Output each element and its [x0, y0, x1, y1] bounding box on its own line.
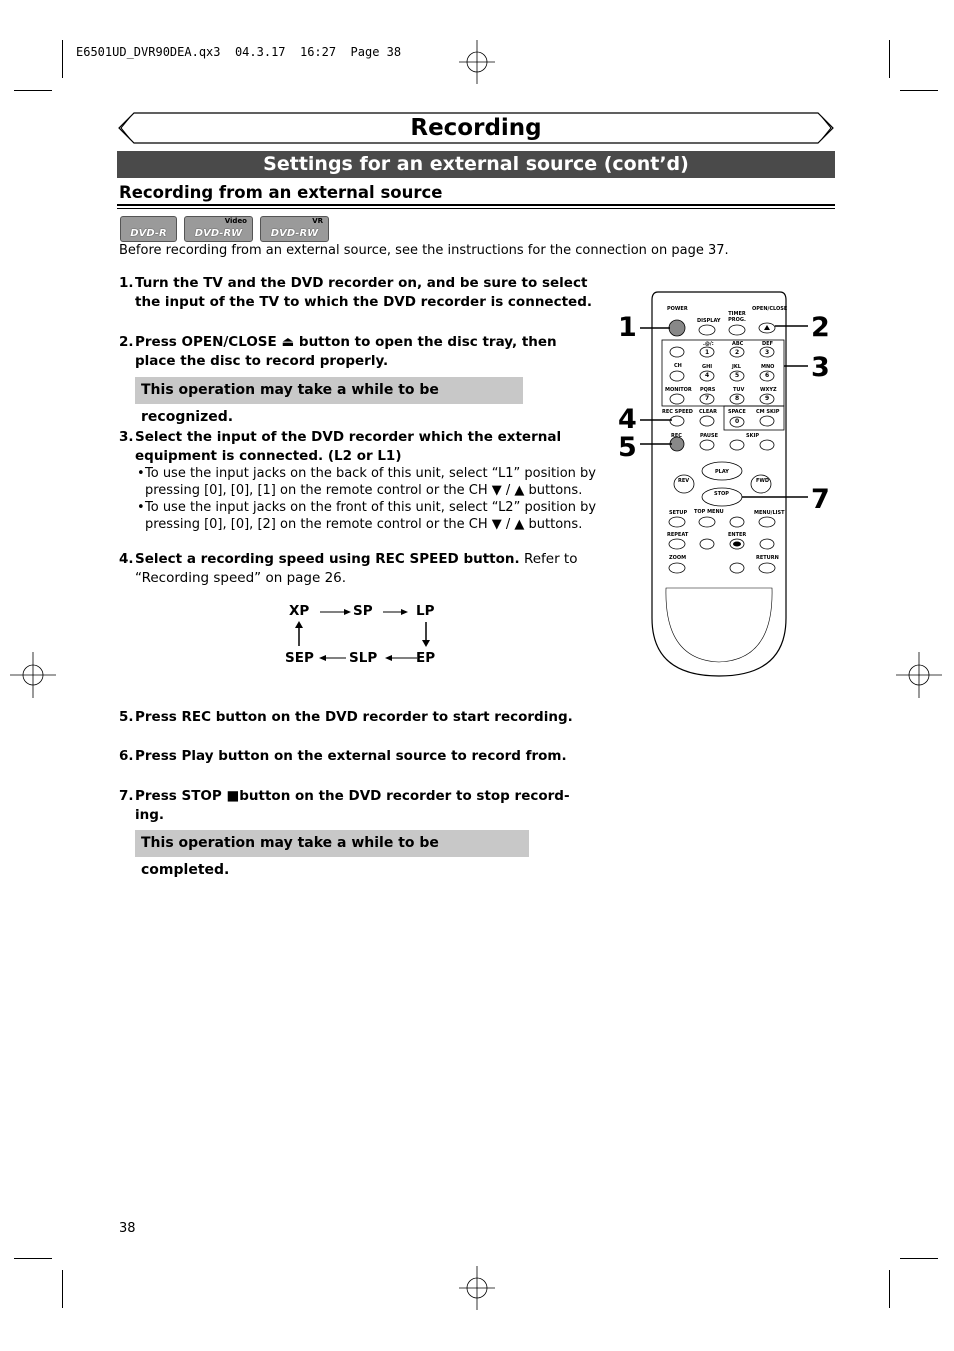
remote-label-clear: CLEAR	[699, 409, 717, 415]
remote-key-9: 9	[765, 395, 770, 402]
remote-label-pause: PAUSE	[700, 433, 718, 439]
step-7: 7. Press STOP ■button on the DVD recorder to stop record-ing.	[119, 788, 570, 823]
dvd-rw-vr-logo: VR DVD-RW	[260, 216, 329, 242]
section-banner: Settings for an external source (cont’d)	[117, 151, 835, 178]
remote-key-2: 2	[735, 349, 740, 356]
step-4: 4. Select a recording speed using REC SPEED button. Refer to “Recording speed” on page 26.	[119, 551, 578, 586]
remote-label-repeat: REPEAT	[667, 532, 689, 538]
remote-key-4: 4	[705, 372, 710, 379]
speed-ep: EP	[416, 650, 436, 666]
step-4-text: Select a recording speed using REC SPEED button.	[135, 551, 520, 567]
remote-label-fwd: FWD	[756, 478, 770, 484]
speed-flow-arrows	[280, 600, 450, 670]
remote-key-7: 7	[705, 395, 710, 402]
remote-label-cm-skip: CM SKIP	[756, 409, 780, 415]
remote-key-1: 1	[705, 349, 710, 356]
page-title: Recording	[410, 115, 542, 141]
remote-key-8: 8	[735, 395, 740, 402]
crop-mark	[889, 1270, 890, 1308]
title-banner	[118, 112, 834, 144]
remote-label-display: DISPLAY	[697, 318, 721, 324]
remote-label-monitor: MONITOR	[665, 387, 692, 393]
remote-label-menu-list: MENU/LIST	[754, 510, 785, 516]
crop-mark	[62, 1270, 63, 1308]
step-3: 3. Select the input of the DVD recorder which the external equipment is connected. (L2 or L1)	[119, 429, 562, 464]
remote-label-rev: REV	[678, 478, 690, 484]
remote-label-open-close: OPEN/CLOSE	[752, 306, 788, 312]
speed-lp: LP	[416, 603, 435, 619]
callout-4: 4	[618, 404, 637, 435]
remote-label-k1: .@/:	[703, 341, 714, 347]
remote-label-skip: SKIP	[746, 433, 760, 439]
step-1: 1. Turn the TV and the DVD recorder on, and be sure to select the input of the TV to which the DVD recorder is connected.	[119, 275, 592, 310]
intro-text: Before recording from an external source, see the instructions for the connection on page 37.	[119, 243, 729, 258]
remote-label-k5: JKL	[732, 364, 741, 370]
step-4-reference: Refer to “Recording speed” on page 26.	[135, 551, 578, 586]
bullet-l2: • To use the input jacks on the front of this unit, select “L2” position by pressing [0], [0], [2] on the remote control or the CH ▼ / ▲ buttons.	[137, 500, 597, 532]
remote-label-return: RETURN	[756, 555, 779, 561]
callout-lines	[630, 310, 820, 510]
remote-label-k6: MNO	[761, 364, 775, 370]
speed-xp: XP	[289, 603, 310, 619]
remote-label-stop: STOP	[714, 491, 729, 497]
remote-label-k2: ABC	[732, 341, 744, 347]
registration-mark-bottom	[455, 1266, 499, 1310]
remote-label-k9: WXYZ	[760, 387, 777, 393]
step-5: 5. Press REC button on the DVD recorder to start recording.	[119, 709, 573, 725]
crop-mark	[889, 40, 890, 78]
remote-key-6: 6	[765, 372, 770, 379]
registration-mark-right	[896, 652, 942, 698]
callout-2: 2	[811, 312, 830, 343]
remote-label-power: POWER	[667, 306, 688, 312]
note-completed: This operation may take a while to be completed.	[135, 830, 529, 857]
crop-mark	[14, 1258, 52, 1259]
crop-mark	[62, 40, 63, 78]
registration-mark-top	[455, 40, 499, 84]
bullet-l1: • To use the input jacks on the back of this unit, select “L1” position by pressing [0], [0], [1] on the remote control or the CH ▼ / ▲ buttons.	[137, 466, 596, 498]
divider	[117, 208, 835, 209]
registration-mark-left	[10, 652, 56, 698]
remote-key-5: 5	[735, 372, 740, 379]
speed-slp: SLP	[349, 650, 378, 666]
remote-key-3: 3	[765, 349, 770, 356]
note-recognized: This operation may take a while to be recognized.	[135, 377, 523, 404]
remote-label-k3: DEF	[762, 341, 773, 347]
remote-label-top-menu: TOP MENU	[694, 509, 724, 515]
divider	[117, 204, 835, 206]
remote-label-rec-speed: REC SPEED	[662, 409, 693, 415]
step-6: 6. Press Play button on the external source to record from.	[119, 748, 567, 764]
crop-mark	[900, 90, 938, 91]
callout-1: 1	[618, 312, 637, 343]
speed-sp: SP	[353, 603, 373, 619]
remote-label-timer: TIMER PROG.	[728, 311, 746, 323]
remote-label-enter: ENTER	[728, 532, 747, 538]
remote-label-k7: PQRS	[700, 387, 716, 393]
speed-sep: SEP	[285, 650, 314, 666]
crop-mark	[900, 1258, 938, 1259]
crop-mark	[14, 90, 52, 91]
dvd-r-logo: DVD-R	[120, 216, 177, 242]
remote-label-k8: TUV	[733, 387, 745, 393]
print-header: E6501UD_DVR90DEA.qx3 04.3.17 16:27 Page 38	[76, 45, 402, 59]
remote-key-0: 0	[735, 418, 740, 425]
step-2: 2. Press OPEN/CLOSE ⏏ button to open the disc tray, then place the disc to record properly.	[119, 334, 557, 369]
remote-label-ch: CH	[674, 363, 682, 369]
section-heading: Recording from an external source	[119, 183, 443, 202]
page-number: 38	[119, 1221, 136, 1236]
remote-label-zoom: ZOOM	[669, 555, 687, 561]
callout-7: 7	[811, 484, 830, 515]
dvd-rw-video-logo: Video DVD-RW	[184, 216, 253, 242]
callout-3: 3	[811, 352, 830, 383]
remote-label-play: PLAY	[715, 469, 729, 475]
remote-label-k4: GHI	[702, 364, 713, 370]
callout-5: 5	[618, 432, 637, 463]
remote-label-space: SPACE	[728, 409, 746, 415]
remote-label-setup: SETUP	[669, 510, 688, 516]
remote-label-rec: REC	[671, 433, 682, 439]
